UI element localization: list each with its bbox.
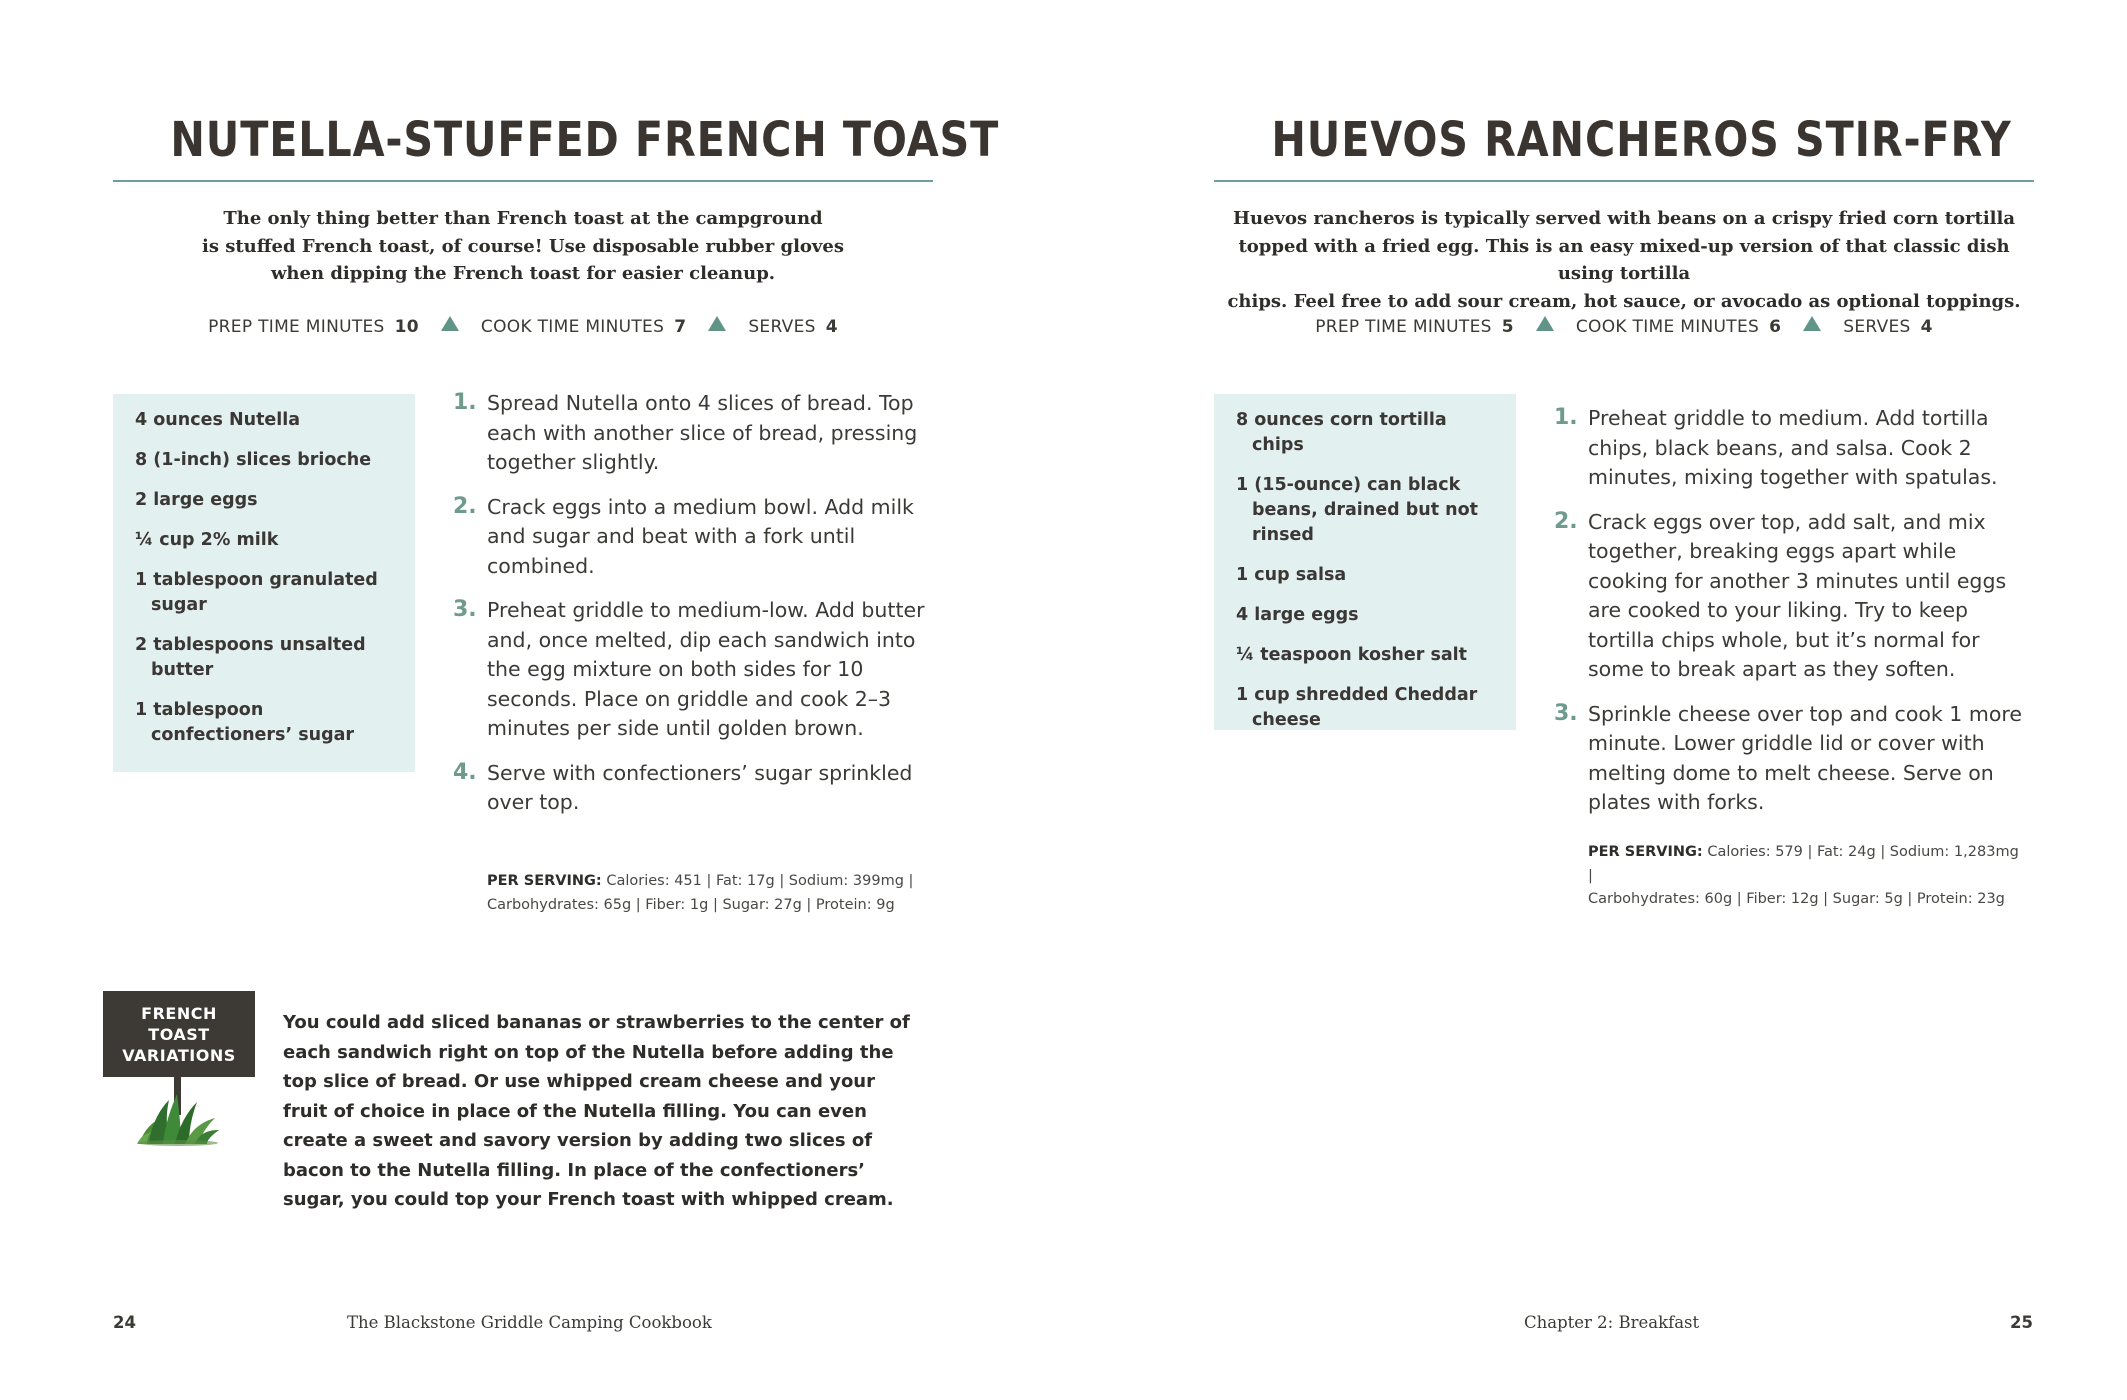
- intro-line: The only thing better than French toast at the campground: [223, 208, 823, 229]
- cook-label: COOK TIME MINUTES: [480, 317, 665, 337]
- intro-line: topped with a fried egg. This is an easy mixed-up version of that classic dish using tortilla: [1238, 235, 2010, 284]
- recipe-intro: [1214, 205, 2034, 315]
- grass-icon: [135, 1088, 221, 1146]
- ingredient-item: 4 large eggs: [1236, 605, 1359, 625]
- prep-label: PREP TIME MINUTES: [208, 317, 385, 337]
- nutrition-line: Carbohydrates: 60g | Fiber: 12g | Sugar: 5g | Protein: 23g: [1588, 891, 2005, 907]
- intro-line: when dipping the French toast for easier cleanup.: [270, 263, 776, 284]
- nutrition-values: Calories: 579 | Fat: 24g | Sodium: 1,283mg |: [1588, 844, 2019, 884]
- triangle-icon: [1803, 316, 1821, 331]
- ingredient-item: 4 ounces Nutella: [135, 410, 301, 430]
- triangle-icon: [708, 316, 726, 331]
- step-text: Crack eggs into a medium bowl. Add milk and sugar and beat with a fork until combined.: [487, 494, 914, 578]
- right-page: [1214, 0, 2034, 1400]
- step-text: Serve with confectioners’ sugar sprinkled over top.: [487, 760, 913, 814]
- step-number: 3.: [453, 597, 477, 622]
- sign-line: FRENCH: [141, 1003, 217, 1023]
- step-item: [1554, 404, 2034, 493]
- cook-value: 6: [1769, 317, 1782, 337]
- serves-label: SERVES: [1843, 317, 1911, 337]
- ingredient-item: 8 (1-inch) slices brioche: [135, 450, 372, 470]
- chapter-footer: Chapter 2: Breakfast: [1524, 1313, 1700, 1332]
- step-item: [453, 596, 933, 744]
- nutrition-label: PER SERVING:: [487, 873, 602, 889]
- step-number: 4.: [453, 759, 477, 785]
- step-number: 1.: [453, 390, 477, 415]
- ingredients-box: [113, 394, 415, 772]
- step-text: Preheat griddle to medium-low. Add butter and, once melted, dip each sandwich into the egg mixture on both sides for 10 seconds. Place on griddle and cook 2–3 minutes per side until golden brown.: [487, 598, 925, 740]
- step-text: Preheat griddle to medium. Add tortilla chips, black beans, and salsa. Cook 2 minutes, mixing together with spatulas.: [1588, 406, 1998, 489]
- ingredient-item: 1 tablespoon confectioners’ sugar: [135, 700, 355, 745]
- prep-label: PREP TIME MINUTES: [1315, 317, 1492, 337]
- ingredient-item: 8 ounces corn tortilla chips: [1236, 410, 1447, 455]
- intro-line: chips. Feel free to add sour cream, hot sauce, or avocado as optional toppings.: [1227, 290, 2021, 312]
- step-number: 1.: [1554, 405, 1578, 430]
- tip-text: You could add sliced bananas or strawberries to the center of each sandwich right on top of the Nutella before adding the top slice of bread. Or use whipped cream cheese and your fruit of choice in place of the Nutella filling. You can even create a sweet and savory version by adding two slices of bacon to the Nutella filling. In place of the confectioners’ sugar, you could top your French toast with whipped cream.: [283, 1012, 910, 1210]
- ingredient-item: 1 tablespoon granulated sugar: [135, 570, 378, 615]
- cook-label: COOK TIME MINUTES: [1575, 317, 1760, 337]
- recipe-title: HUEVOS RANCHEROS STIR-FRY: [1271, 112, 2012, 168]
- nutrition-values: Calories: 451 | Fat: 17g | Sodium: 399mg |: [606, 873, 914, 889]
- prep-value: 5: [1501, 317, 1514, 337]
- intro-line: Huevos rancheros is typically served with beans on a crispy fried corn tortilla: [1233, 208, 2015, 229]
- step-item: [453, 493, 933, 582]
- page-number: 25: [2010, 1313, 2033, 1332]
- nutrition-info: [1588, 841, 2028, 912]
- nutrition-line: [487, 870, 927, 894]
- ingredient-item: 1 cup shredded Cheddar cheese: [1236, 685, 1478, 730]
- ingredient-item: ¼ cup 2% milk: [135, 530, 279, 550]
- serves-label: SERVES: [748, 317, 816, 337]
- steps-list: [1554, 404, 2034, 833]
- ingredient-item: 2 tablespoons unsalted butter: [135, 635, 366, 680]
- step-text: Spread Nutella onto 4 slices of bread. Top each with another slice of bread, pressing together slightly.: [487, 391, 918, 474]
- step-item: [453, 759, 933, 818]
- recipe-intro: [113, 205, 933, 288]
- triangle-icon: [441, 316, 459, 331]
- nutrition-label: PER SERVING:: [1588, 844, 1703, 860]
- triangle-icon: [1536, 316, 1554, 331]
- ingredient-item: 1 cup salsa: [1236, 565, 1347, 585]
- title-rule: [113, 180, 933, 182]
- nutrition-info: [487, 870, 927, 917]
- step-number: 2.: [453, 493, 477, 519]
- step-number: 3.: [1554, 700, 1578, 726]
- nutrition-line: [1588, 841, 2028, 888]
- serves-value: 4: [1920, 317, 1933, 337]
- ingredients-box: [1214, 394, 1516, 730]
- prep-value: 10: [394, 317, 419, 337]
- ingredient-item: 1 (15-ounce) can black beans, drained but not rinsed: [1236, 475, 1479, 545]
- ingredient-item: 2 large eggs: [135, 490, 258, 510]
- book-title-footer: The Blackstone Griddle Camping Cookbook: [347, 1313, 712, 1332]
- step-number: 2.: [1554, 508, 1578, 534]
- nutrition-line: Carbohydrates: 65g | Fiber: 1g | Sugar: 27g | Protein: 9g: [487, 896, 895, 913]
- step-text: Crack eggs over top, add salt, and mix together, breaking eggs apart while cooking for another 3 minutes until eggs are cooked to your liking. Try to keep tortilla chips whole, but it’s normal for some to break apart as they soften.: [1588, 509, 2007, 681]
- step-item: [1554, 508, 2034, 685]
- step-item: [453, 389, 933, 478]
- step-item: [1554, 700, 2034, 818]
- intro-line: is stuffed French toast, of course! Use disposable rubber gloves: [202, 235, 844, 257]
- cook-value: 7: [674, 317, 687, 337]
- tip-sign: [103, 991, 255, 1077]
- steps-list: [453, 389, 933, 833]
- page-number: 24: [113, 1313, 136, 1332]
- step-text: Sprinkle cheese over top and cook 1 more minute. Lower griddle lid or cover with melting dome to melt cheese. Serve on plates with forks.: [1588, 701, 2022, 814]
- sign-line: VARIATIONS: [122, 1045, 236, 1065]
- recipe-meta: [1214, 316, 2034, 337]
- sign-line: TOAST: [148, 1024, 210, 1044]
- title-rule: [1214, 180, 2034, 182]
- recipe-meta: [113, 316, 933, 337]
- left-page: [113, 0, 1000, 1400]
- recipe-title: NUTELLA-STUFFED FRENCH TOAST: [170, 112, 1000, 168]
- ingredient-item: ¼ teaspoon kosher salt: [1236, 645, 1468, 665]
- serves-value: 4: [825, 317, 838, 337]
